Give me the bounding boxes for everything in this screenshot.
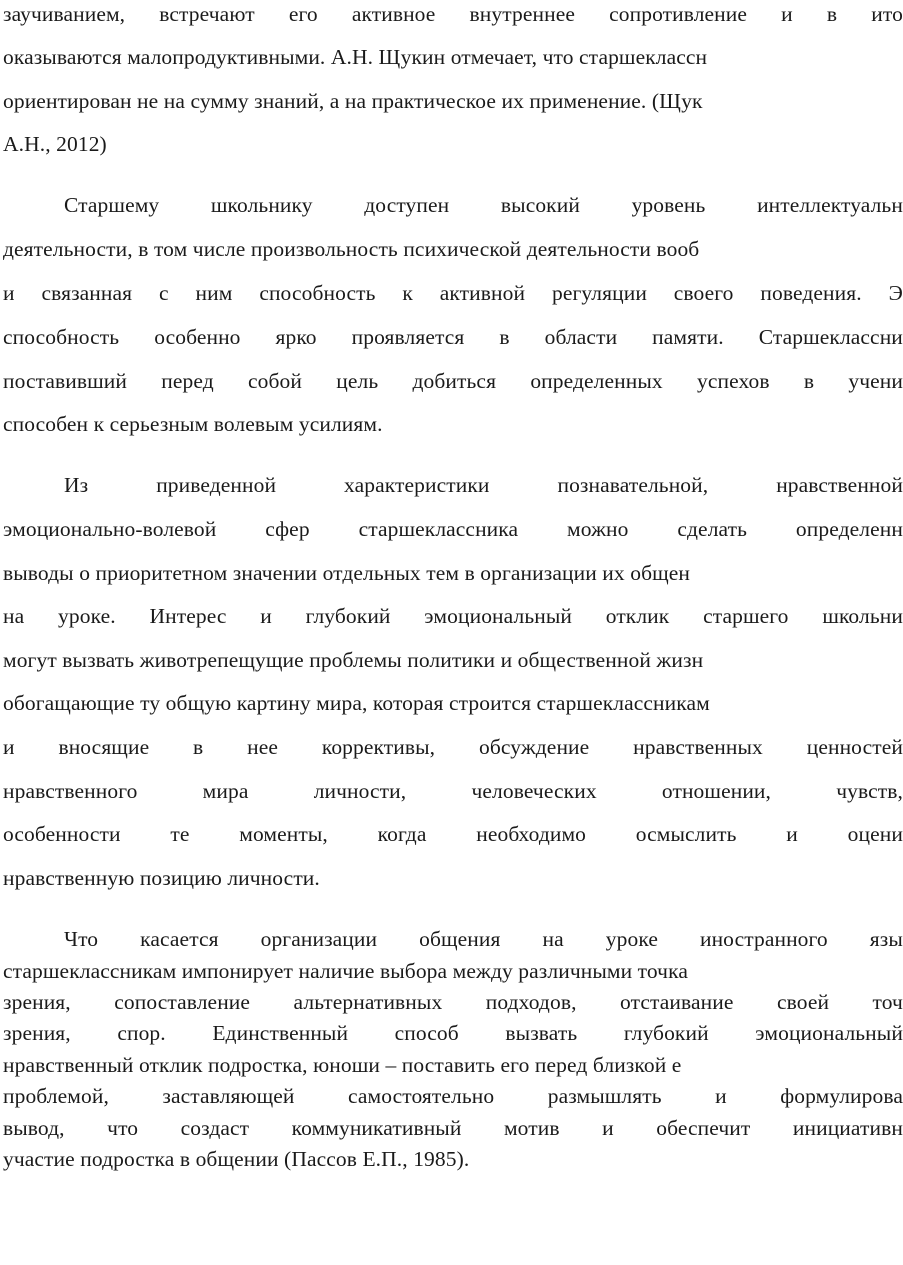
word: доступен bbox=[364, 193, 450, 217]
word: иностранного bbox=[699, 927, 828, 951]
word: нравственной bbox=[776, 473, 903, 497]
word: что bbox=[107, 1116, 139, 1140]
word: добиться bbox=[412, 369, 497, 393]
word: сделать bbox=[677, 517, 748, 541]
word: особенности bbox=[3, 822, 121, 846]
text-line bbox=[3, 1021, 903, 1046]
word: на bbox=[3, 604, 25, 628]
word: оцени bbox=[847, 822, 903, 846]
word: и bbox=[602, 1116, 614, 1140]
word: перед bbox=[161, 369, 214, 393]
word: глубокий bbox=[623, 1021, 709, 1045]
word: нравственных bbox=[633, 735, 763, 759]
word: отношении, bbox=[661, 779, 771, 803]
word: язы bbox=[869, 927, 903, 951]
word: общения bbox=[419, 927, 501, 951]
word: определенных bbox=[530, 369, 663, 393]
word: школьни bbox=[822, 604, 903, 628]
text-line bbox=[3, 2, 903, 27]
text-line: нравственный отклик подростка, юноши – поставить его перед близкой е bbox=[3, 1053, 682, 1077]
word: характеристики bbox=[344, 473, 490, 497]
word: и bbox=[781, 2, 793, 26]
word: ярко bbox=[275, 325, 317, 349]
word: высокий bbox=[500, 193, 580, 217]
word: способность bbox=[3, 325, 120, 349]
word: зрения, bbox=[3, 990, 71, 1014]
word: когда bbox=[377, 822, 427, 846]
word: инициативн bbox=[792, 1116, 903, 1140]
text-line: могут вызвать животрепещущие проблемы политики и общественной жизн bbox=[3, 648, 704, 672]
word: Из bbox=[64, 473, 89, 497]
word: старшеклассника bbox=[358, 517, 519, 541]
word: можно bbox=[567, 517, 629, 541]
word: в bbox=[826, 2, 838, 26]
text-line: участие подростка в общении (Пассов Е.П., 1985). bbox=[3, 1147, 470, 1171]
word: вызвать bbox=[505, 1021, 578, 1045]
word: касается bbox=[140, 927, 219, 951]
word: альтернативных bbox=[293, 990, 443, 1014]
word: нравственного bbox=[3, 779, 138, 803]
word: собой bbox=[248, 369, 303, 393]
text-line: ориентирован не на сумму знаний, а на практическое их применение. (Щук bbox=[3, 89, 703, 113]
word: внутреннее bbox=[469, 2, 576, 26]
word: размышлять bbox=[547, 1084, 662, 1108]
word: создаст bbox=[180, 1116, 250, 1140]
text-line bbox=[3, 369, 903, 394]
word: заставляющей bbox=[162, 1084, 295, 1108]
word: способ bbox=[394, 1021, 459, 1045]
text-line bbox=[3, 325, 903, 350]
word: точ bbox=[872, 990, 903, 1014]
word: нее bbox=[247, 735, 279, 759]
word: интеллектуальн bbox=[757, 193, 903, 217]
word: эмоциональный bbox=[424, 604, 572, 628]
word: своей bbox=[776, 990, 830, 1014]
word: отклик bbox=[605, 604, 670, 628]
word: коррективы, bbox=[321, 735, 436, 759]
word: области bbox=[544, 325, 618, 349]
word: в bbox=[193, 735, 204, 759]
word: школьнику bbox=[210, 193, 313, 217]
text-line bbox=[64, 473, 903, 498]
word: Э bbox=[888, 281, 903, 305]
word: на bbox=[542, 927, 564, 951]
word: проявляется bbox=[351, 325, 465, 349]
word: сфер bbox=[265, 517, 310, 541]
word: и bbox=[786, 822, 798, 846]
word: вывод, bbox=[3, 1116, 65, 1140]
text-line bbox=[3, 517, 903, 542]
text-line bbox=[3, 735, 903, 760]
word: спор. bbox=[117, 1021, 166, 1045]
word: уроке bbox=[605, 927, 658, 951]
text-line: А.Н., 2012) bbox=[3, 132, 107, 156]
word: познавательной, bbox=[557, 473, 709, 497]
word: моменты, bbox=[239, 822, 328, 846]
text-line: обогащающие ту общую картину мира, которая строится старшеклассникам bbox=[3, 691, 710, 715]
word: отстаивание bbox=[620, 990, 734, 1014]
word: необходимо bbox=[476, 822, 587, 846]
word: особенно bbox=[154, 325, 241, 349]
text-line bbox=[3, 1084, 903, 1109]
word: в bbox=[499, 325, 510, 349]
word: личности, bbox=[313, 779, 407, 803]
word: подходов, bbox=[485, 990, 577, 1014]
word: в bbox=[803, 369, 815, 393]
word: цель bbox=[336, 369, 379, 393]
word: мотив bbox=[503, 1116, 560, 1140]
word: обсуждение bbox=[479, 735, 590, 759]
word: и bbox=[3, 735, 15, 759]
word: регуляции bbox=[551, 281, 647, 305]
word: осмыслить bbox=[635, 822, 737, 846]
word: старшего bbox=[703, 604, 789, 628]
word: и bbox=[260, 604, 272, 628]
word: обеспечит bbox=[656, 1116, 751, 1140]
text-line bbox=[3, 779, 903, 804]
word: памяти. bbox=[652, 325, 724, 349]
word: к bbox=[402, 281, 413, 305]
word: и bbox=[3, 281, 15, 305]
text-line: деятельности, в том числе произвольность психической деятельности вооб bbox=[3, 237, 700, 261]
word: Интерес bbox=[149, 604, 227, 628]
word: поставивший bbox=[3, 369, 128, 393]
word: Старшему bbox=[64, 193, 160, 217]
word: способность bbox=[259, 281, 376, 305]
word: эмоциональный bbox=[755, 1021, 903, 1045]
word: зрения, bbox=[3, 1021, 71, 1045]
text-line bbox=[3, 990, 903, 1015]
text-line: нравственную позицию личности. bbox=[3, 866, 320, 890]
word: формулирова bbox=[780, 1084, 903, 1108]
text-line bbox=[3, 281, 903, 306]
word: поведения. bbox=[760, 281, 862, 305]
word: его bbox=[288, 2, 318, 26]
word: учени bbox=[848, 369, 903, 393]
word: Единственный bbox=[212, 1021, 349, 1045]
word: коммуникативный bbox=[291, 1116, 462, 1140]
text-line: способен к серьезным волевым усилиям. bbox=[3, 412, 383, 436]
word: самостоятельно bbox=[348, 1084, 495, 1108]
word: вносящие bbox=[58, 735, 150, 759]
word: уроке. bbox=[58, 604, 116, 628]
word: человеческих bbox=[471, 779, 597, 803]
word: приведенной bbox=[156, 473, 277, 497]
word: Старшеклассни bbox=[758, 325, 903, 349]
word: те bbox=[170, 822, 190, 846]
text-line bbox=[3, 1116, 903, 1141]
word: ито bbox=[871, 2, 903, 26]
word: определенн bbox=[795, 517, 903, 541]
word: активное bbox=[351, 2, 436, 26]
word: встречают bbox=[159, 2, 255, 26]
word: проблемой, bbox=[3, 1084, 109, 1108]
word: с bbox=[159, 281, 169, 305]
text-line: выводы о приоритетном значении отдельных тем в организации их общен bbox=[3, 561, 691, 585]
text-line bbox=[64, 927, 903, 952]
word: глубокий bbox=[305, 604, 391, 628]
word: уровень bbox=[631, 193, 706, 217]
text-line bbox=[3, 604, 903, 629]
word: ним bbox=[195, 281, 233, 305]
word: и bbox=[715, 1084, 727, 1108]
word: организации bbox=[260, 927, 378, 951]
word: своего bbox=[673, 281, 734, 305]
word: мира bbox=[202, 779, 249, 803]
word: заучиванием, bbox=[3, 2, 126, 26]
word: связанная bbox=[41, 281, 133, 305]
text-line bbox=[64, 193, 903, 218]
word: сопоставление bbox=[114, 990, 251, 1014]
word: Что bbox=[64, 927, 99, 951]
word: активной bbox=[439, 281, 526, 305]
text-line bbox=[3, 822, 903, 847]
word: успехов bbox=[697, 369, 770, 393]
word: ценностей bbox=[806, 735, 903, 759]
word: эмоционально-волевой bbox=[3, 517, 217, 541]
text-line: оказываются малопродуктивными. А.Н. Щукин отмечает, что старшеклассн bbox=[3, 45, 708, 69]
word: чувств, bbox=[836, 779, 903, 803]
word: сопротивление bbox=[609, 2, 748, 26]
text-line: старшеклассникам импонирует наличие выбора между различными точка bbox=[3, 959, 688, 983]
